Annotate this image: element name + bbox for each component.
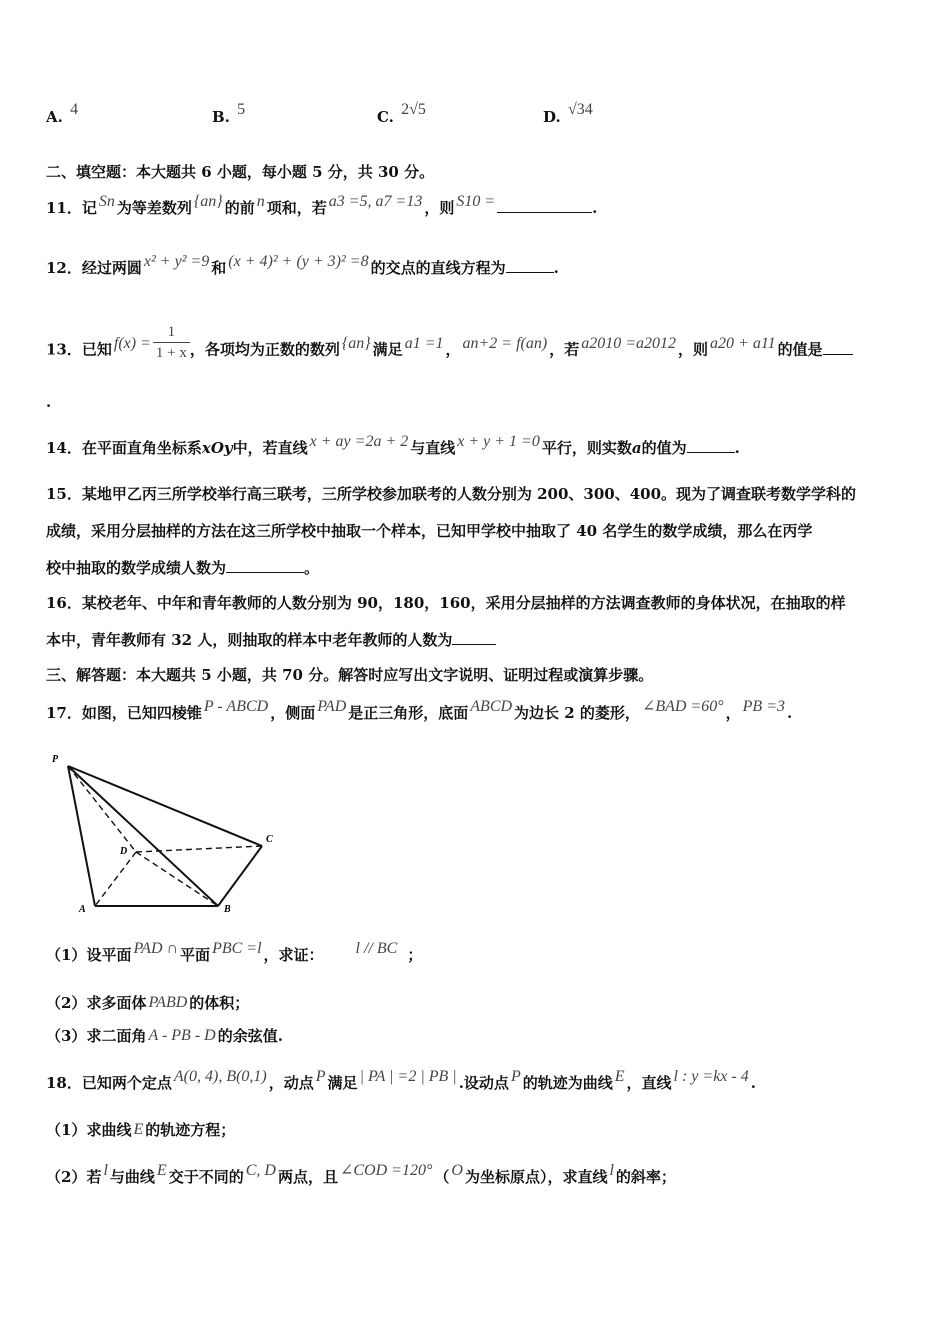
vertex-label-d: D <box>120 846 128 857</box>
choice-d-value: √34 <box>567 101 593 118</box>
question-18-part-2: （2）若 l 与曲线 E 交于不同的 C, D 两点，且 ∠COD =120° （ O 为坐标原点），求直线 l 的斜率； <box>46 1162 676 1186</box>
question-12: 12．经过两圆 x² + y² =9 和 (x + 4)² + (y + 3)² =8 的交点的直线方程为 . <box>46 253 559 277</box>
fraction: $\frac{1}{1 + x}$ <box>153 322 190 363</box>
answer-blank <box>226 558 304 573</box>
choice-a: A. 4 <box>46 101 79 126</box>
answer-blank <box>452 630 496 645</box>
question-17: 17．如图，已知四棱锥 P - ABCD ，侧面 PAD 是正三角形，底面 ABCD 为边长 2 的菱形， ∠BAD =60° ， PB =3 . <box>46 698 793 722</box>
choice-b: B. 5 <box>212 101 246 126</box>
edge-BC <box>218 846 262 906</box>
question-11: 11．记 Sn 为等差数列 {an} 的前 n 项和，若 a3 =5, a7 =13 ，则 S10 = . <box>46 193 598 217</box>
vertex-label-b: B <box>224 904 231 915</box>
question-14: 14．在平面直角坐标系xOy中，若直线 x + ay =2a + 2 与直线 x + y + 1 =0 平行，则实数a的值为 . <box>46 433 740 457</box>
section-heading-fill-in: 二、填空题：本大题共 6 小题，每小题 5 分，共 30 分。 <box>46 163 435 181</box>
question-17-part-3: （3）求二面角 A - PB - D 的余弦值. <box>46 1027 283 1045</box>
vertex-label-a: A <box>79 904 86 915</box>
question-18: 18．已知两个定点 A(0, 4), B(0,1) ，动点 P 满足 | PA | =2 | PB | .设动点 P 的轨迹为曲线 E ，直线 l : y =kx - 4 . <box>46 1068 756 1092</box>
question-17-part-1: （1）设平面 PAD ∩ 平面 PBC =l ，求证： l // BC ； <box>46 940 423 964</box>
edge-DB <box>136 852 218 906</box>
choice-a-value: 4 <box>70 101 79 118</box>
answer-blank <box>823 340 853 355</box>
question-15: 15．某地甲乙丙三所学校举行高三联考，三所学校参加联考的人数分别为 200、300、400。现为了调查联考数学学科的 成绩，采用分层抽样的方法在这三所学校中抽取一个样本，已知甲学校中抽取了 40 名学生的数学成绩，那么在丙学 校中抽取的数学成绩人数为 。 <box>46 485 857 577</box>
question-13: 13．已知 f(x) = $\frac{1}{1 + x}$ ，各项均为正数的数列 {an} 满足 a1 =1 ， an+2 = f(an) ，若 a2010 =a2012 ，则 a20 + a11 的值是 <box>46 330 906 371</box>
answer-blank <box>497 198 592 213</box>
edge-PD <box>68 766 136 852</box>
vertex-label-c: C <box>266 834 273 845</box>
choice-b-value: 5 <box>237 101 246 118</box>
edge-PC <box>68 766 262 846</box>
question-13-tail: . <box>46 393 52 411</box>
choice-d: D. √34 <box>543 101 593 126</box>
choice-c-value: 2√5 <box>401 101 426 118</box>
edge-DA <box>95 852 136 906</box>
question-18-part-1: （1）求曲线 E 的轨迹方程； <box>46 1121 236 1139</box>
vertex-label-p: P <box>52 754 59 765</box>
pyramid-figure <box>44 750 284 915</box>
section-heading-solutions: 三、解答题：本大题共 5 小题，共 70 分。解答时应写出文字说明、证明过程或演算步骤。 <box>46 666 654 684</box>
question-17-part-2: （2）求多面体 PABD 的体积； <box>46 994 250 1012</box>
question-16: 16．某校老年、中年和青年教师的人数分别为 90，180，160，采用分层抽样的方法调查教师的身体状况，在抽取的样 本中，青年教师有 32 人，则抽取的样本中老年教师的人数为 <box>46 594 846 649</box>
answer-blank <box>506 258 554 273</box>
answer-blank <box>687 438 735 453</box>
choice-c: C. 2√5 <box>377 101 426 126</box>
